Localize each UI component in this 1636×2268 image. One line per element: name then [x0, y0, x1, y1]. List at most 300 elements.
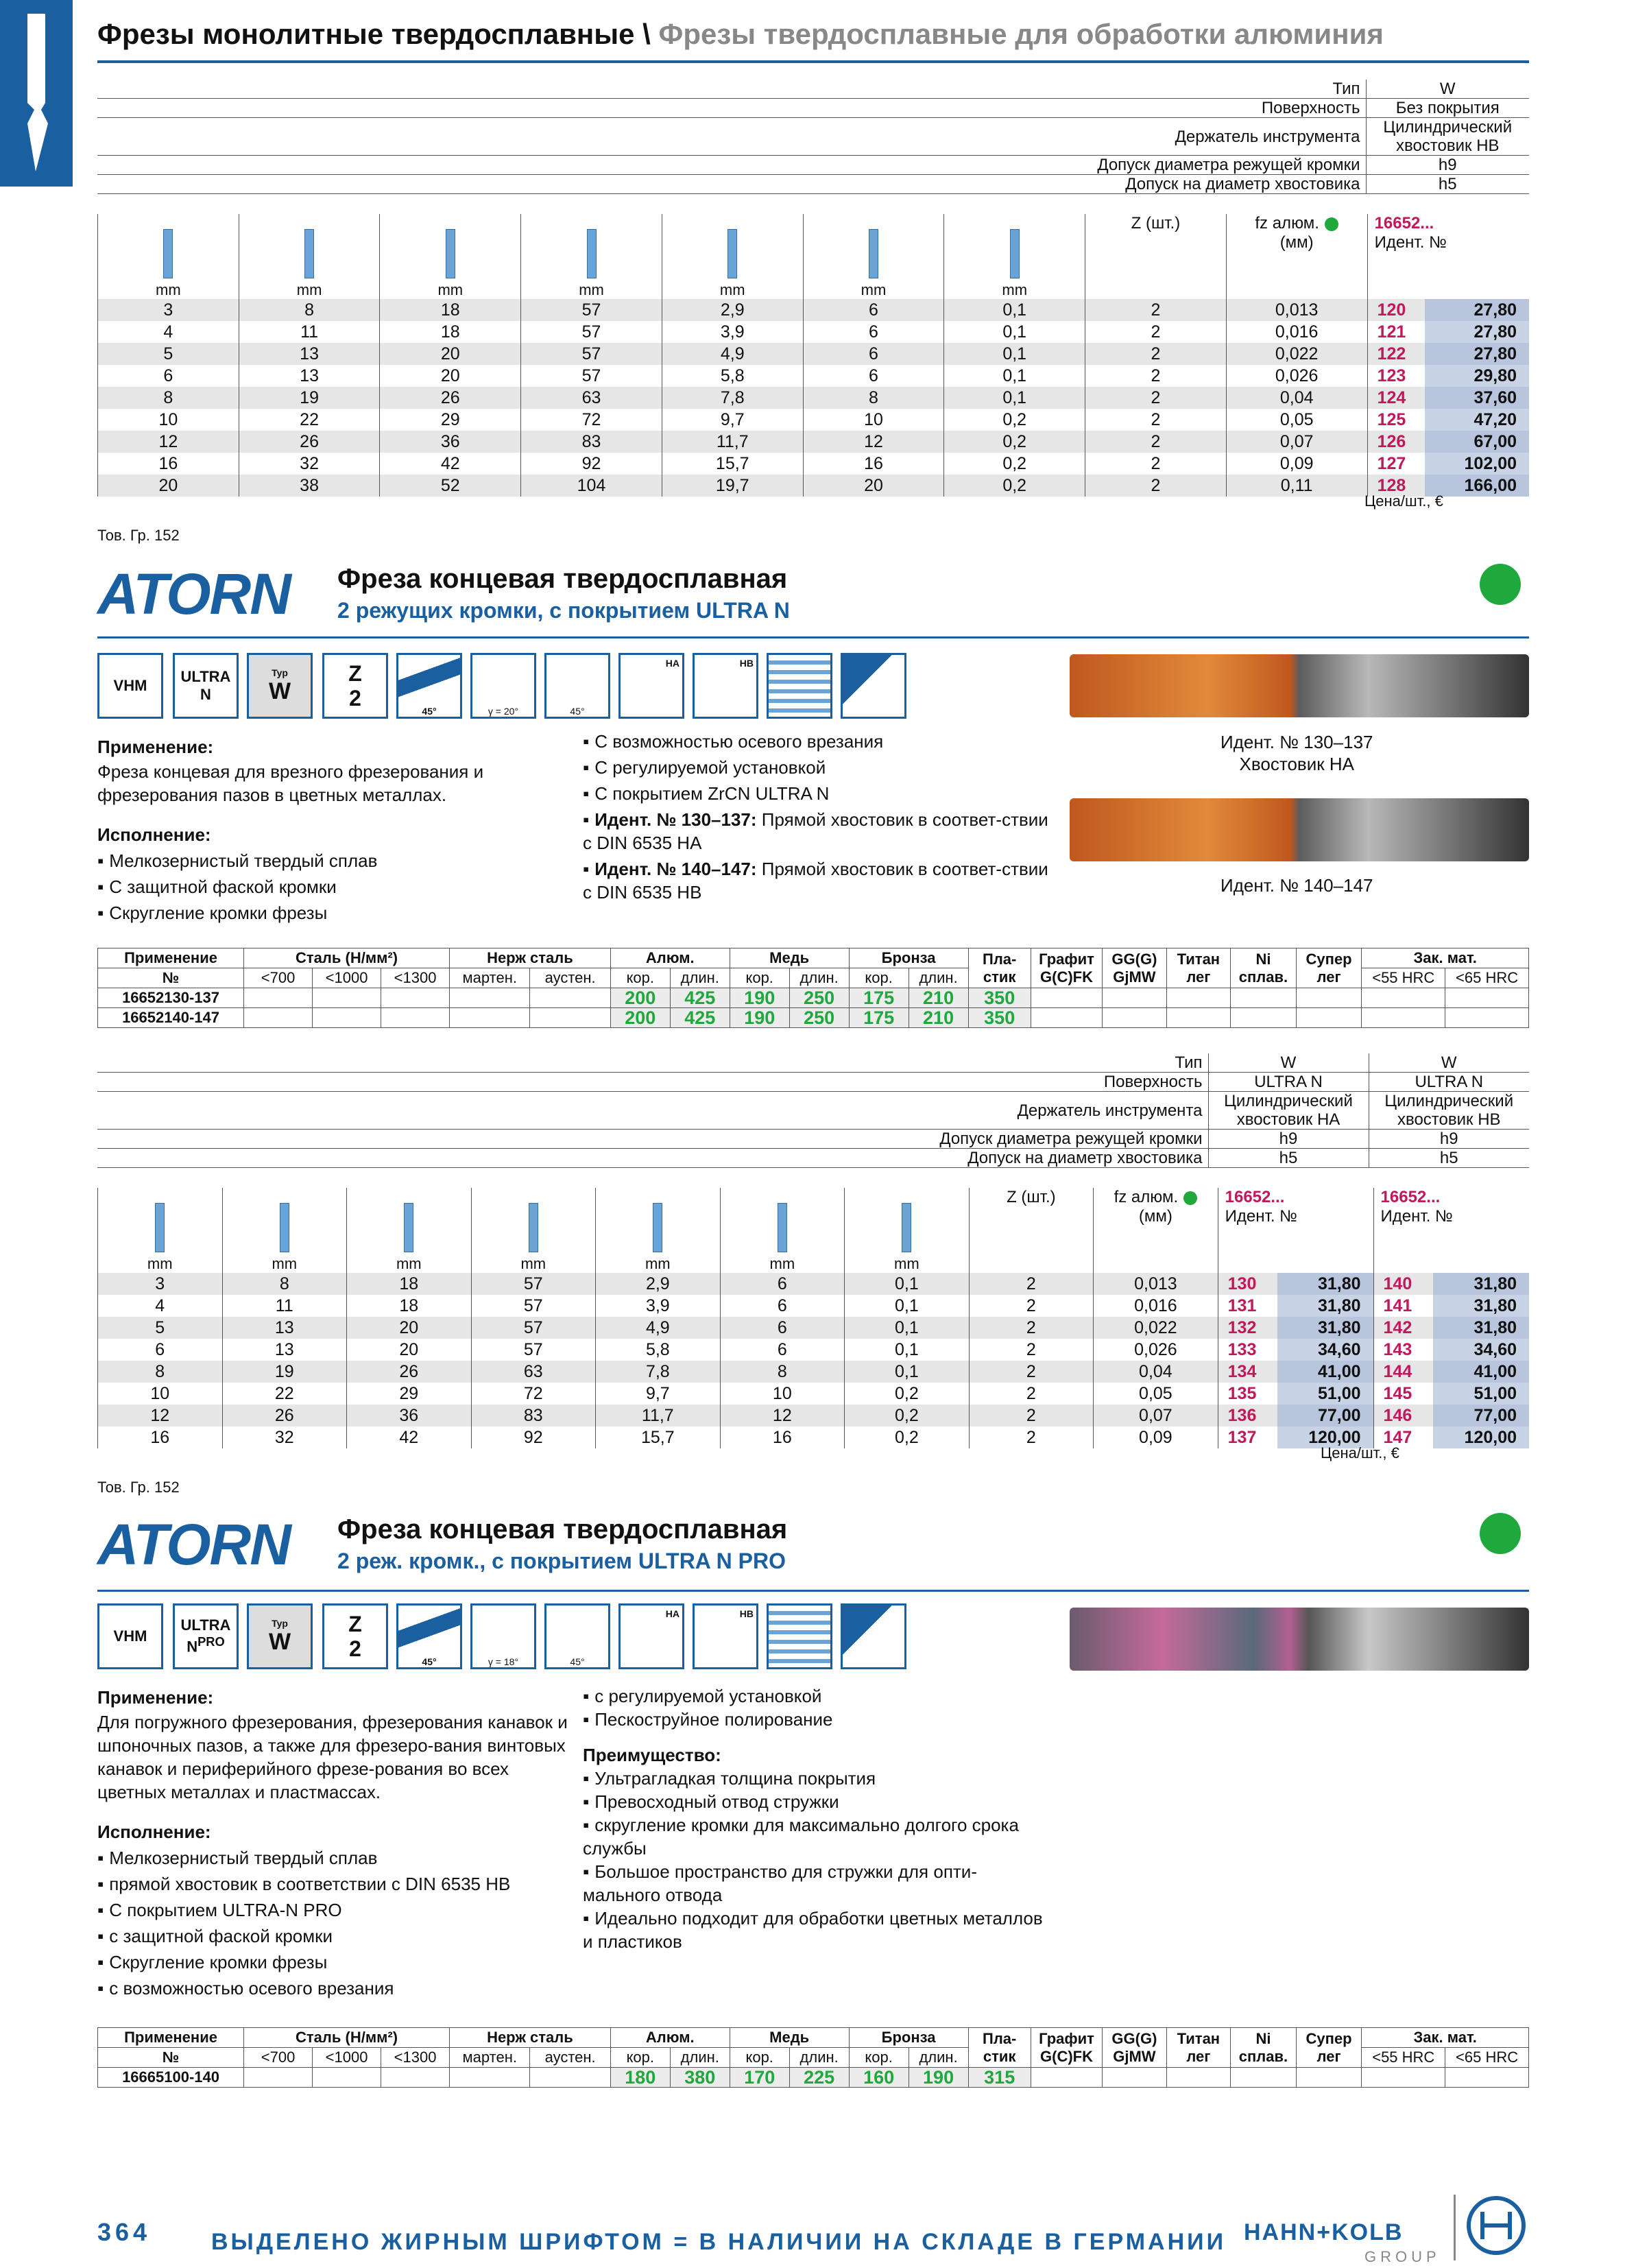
table-cell: 7,8 — [596, 1361, 721, 1383]
app-header-text: Бронза — [881, 949, 936, 966]
spec-value: Цилиндрический хвостовик HB — [1366, 118, 1529, 156]
coating-icon — [173, 653, 239, 719]
icon-header-row — [98, 1188, 1530, 1273]
logo-divider — [1454, 2195, 1526, 2260]
app-cell — [1296, 988, 1362, 1008]
table-cell: 11 — [239, 321, 380, 343]
table-cell: 20 — [803, 475, 944, 497]
table-cell: 57 — [521, 299, 662, 321]
spec-label: Тип — [97, 80, 1366, 99]
chamfer-label: 45° — [570, 706, 585, 717]
list-item: ▪ Большое пространство для стружки для опти-мального отвода — [583, 1860, 1049, 1907]
app-cell — [1103, 2068, 1166, 2088]
table-cell: 57 — [471, 1273, 596, 1295]
app-cell — [381, 988, 450, 1008]
typ-small: Typ — [272, 667, 288, 678]
clamping-icon — [841, 1603, 906, 1669]
app-header-text: Супер — [1306, 2029, 1352, 2047]
vhm-label: VHM — [113, 677, 147, 694]
app-header — [1031, 948, 1102, 988]
table-cell: 2 — [1085, 387, 1227, 409]
app-cell — [1445, 988, 1529, 1008]
app-value: 425 — [670, 1008, 730, 1028]
type-label — [269, 667, 291, 705]
dimension-icon — [653, 1203, 662, 1252]
app-value: 180 — [610, 2068, 670, 2088]
table-cell: 26 — [380, 387, 521, 409]
table-row — [98, 1405, 1530, 1427]
table-cell: 0,1 — [845, 1361, 970, 1383]
app-header-text-2: сплав. — [1238, 968, 1288, 986]
app-header-text: GG(G) — [1111, 2029, 1157, 2047]
table-cell: 0,2 — [944, 453, 1085, 475]
coating-text: ULTRA N — [180, 668, 231, 703]
table-cell: 124 — [1367, 387, 1425, 409]
table-cell: 2 — [969, 1405, 1094, 1427]
application-table-1 — [97, 948, 1529, 1028]
table-cell: 13 — [222, 1317, 347, 1339]
unit-label: mm — [147, 1255, 173, 1272]
table-cell: 19 — [222, 1361, 347, 1383]
table-cell: 19 — [239, 387, 380, 409]
table-cell: 12 — [98, 431, 239, 453]
table-cell: 122 — [1367, 343, 1425, 365]
app-cell — [244, 2068, 313, 2088]
spec-label: Тип — [97, 1053, 1208, 1073]
table-cell: 34,60 — [1277, 1339, 1373, 1361]
app-header — [1166, 2028, 1230, 2068]
dimension-header — [98, 1188, 223, 1273]
app-value: 210 — [909, 988, 968, 1008]
table-cell: 5,8 — [662, 365, 803, 387]
table-cell: 0,1 — [944, 299, 1085, 321]
app-header-text-2: лег — [1316, 968, 1341, 986]
product-group-1: Тов. Гр. 152 — [97, 527, 180, 544]
app-header-text: Зак. мат. — [1413, 2029, 1477, 2046]
table-cell: 0,1 — [944, 343, 1085, 365]
table-cell: 120,00 — [1277, 1427, 1373, 1448]
table-cell: 10 — [720, 1383, 845, 1405]
app-cell — [1362, 2068, 1445, 2088]
spec-value: h5 — [1366, 175, 1529, 194]
unit-label: mm — [396, 1255, 422, 1272]
feature-item — [583, 756, 1049, 779]
dimension-header — [662, 214, 803, 299]
table-cell: 9,7 — [596, 1383, 721, 1405]
table-cell: 141 — [1373, 1295, 1433, 1317]
table-row — [98, 453, 1530, 475]
app-header — [849, 948, 968, 968]
z-label: Z (шт.) — [1007, 1188, 1056, 1206]
table-cell: 0,2 — [845, 1427, 970, 1448]
app-header-text-2: GjMW — [1113, 2047, 1156, 2065]
table-cell: 63 — [471, 1361, 596, 1383]
z-header — [1085, 214, 1227, 299]
table-cell: 27,80 — [1425, 321, 1529, 343]
app-subheader: длин. — [670, 2048, 730, 2068]
table-cell: 146 — [1373, 1405, 1433, 1427]
spec-row — [97, 175, 1529, 194]
app-subheader: кор. — [610, 968, 670, 988]
id-header — [1367, 214, 1529, 299]
table-cell: 2 — [969, 1361, 1094, 1383]
spec-row — [97, 1130, 1529, 1149]
app-row — [98, 1008, 1529, 1028]
table-cell: 6 — [720, 1317, 845, 1339]
table-cell: 0,2 — [944, 409, 1085, 431]
app-cell — [1296, 2068, 1362, 2088]
table-cell: 120 — [1367, 299, 1425, 321]
table-cell: 0,1 — [944, 387, 1085, 409]
table-cell: 131 — [1218, 1295, 1277, 1317]
app-cell — [1362, 988, 1445, 1008]
app-value: 175 — [849, 1008, 909, 1028]
table-cell: 6 — [720, 1295, 845, 1317]
table-row — [98, 321, 1530, 343]
app-header-text: Медь — [769, 949, 810, 966]
app-value: 350 — [968, 1008, 1031, 1028]
app-cell — [1231, 2068, 1297, 2088]
app-header-text: Ni — [1255, 950, 1271, 968]
table-cell: 8 — [239, 299, 380, 321]
table-row — [98, 343, 1530, 365]
app-header — [1296, 948, 1362, 988]
dimension-icon — [727, 229, 737, 278]
table-cell: 16 — [803, 453, 944, 475]
table-row — [98, 431, 1530, 453]
hk-emblem-icon — [1465, 2195, 1527, 2256]
table-cell: 36 — [347, 1405, 472, 1427]
table-cell: 32 — [222, 1427, 347, 1448]
app-subheader: аустен. — [530, 2048, 610, 2068]
table-cell: 2 — [969, 1317, 1094, 1339]
table-cell: 2 — [1085, 299, 1227, 321]
table-cell: 0,1 — [944, 365, 1085, 387]
vhm-icon — [97, 653, 163, 719]
vhm-icon — [97, 1603, 163, 1669]
vhm-label: VHM — [113, 1627, 147, 1645]
dimension-icon — [304, 229, 314, 278]
id-prefix: 16652... — [1225, 1188, 1285, 1206]
table-cell: 0,05 — [1226, 409, 1367, 431]
helix-label: 45° — [422, 1656, 437, 1667]
list-item: ▪ Мелкозернистый твердый сплав — [97, 848, 536, 874]
app-cell — [244, 1008, 313, 1028]
list-item: ▪ Скругление кромки фрезы — [97, 900, 536, 926]
table-cell: 13 — [222, 1339, 347, 1361]
table-cell: 144 — [1373, 1361, 1433, 1383]
unit-label: mm — [861, 281, 887, 298]
spec-label: Поверхность — [97, 1073, 1208, 1092]
id-label: Идент. № — [1374, 233, 1447, 252]
app-subheader: <700 — [244, 2048, 313, 2068]
table-cell: 2 — [1085, 343, 1227, 365]
table-cell: 2,9 — [662, 299, 803, 321]
app-cell — [1445, 2068, 1529, 2088]
app-value: 350 — [968, 988, 1031, 1008]
tool-image-ha — [1070, 654, 1529, 717]
table-cell: 16 — [98, 453, 239, 475]
table-cell: 0,013 — [1094, 1273, 1218, 1295]
table-cell: 29 — [347, 1383, 472, 1405]
app-header — [968, 948, 1031, 988]
table-cell: 26 — [222, 1405, 347, 1427]
table-cell: 31,80 — [1433, 1295, 1529, 1317]
table-cell: 104 — [521, 475, 662, 497]
pro-text: PRO — [197, 1634, 225, 1649]
feature-list-1 — [583, 730, 1049, 907]
table-cell: 0,022 — [1226, 343, 1367, 365]
table-cell: 16 — [98, 1427, 223, 1448]
table-cell: 0,04 — [1094, 1361, 1218, 1383]
app-cell — [450, 2068, 530, 2088]
table-cell: 166,00 — [1425, 475, 1529, 497]
table-cell: 0,1 — [845, 1273, 970, 1295]
table-cell: 67,00 — [1425, 431, 1529, 453]
app-value: 190 — [730, 988, 789, 1008]
app-row-id: 16665100-140 — [98, 2068, 244, 2088]
app-subheader: <55 HRC — [1362, 2048, 1445, 2068]
chamfer-icon — [544, 1603, 610, 1669]
list-item: ▪ прямой хвостовик в соответствии с DIN 6535 HB — [97, 1871, 577, 1897]
fz-label — [1094, 1188, 1218, 1207]
table-cell: 22 — [239, 409, 380, 431]
table-row — [98, 409, 1530, 431]
company-group: GROUP — [1364, 2248, 1441, 2265]
spec-label: Поверхность — [97, 99, 1366, 118]
table-cell: 12 — [720, 1405, 845, 1427]
spec-table-1 — [97, 80, 1529, 194]
table-cell: 27,80 — [1425, 299, 1529, 321]
table-cell: 3 — [98, 299, 239, 321]
app-row — [98, 988, 1529, 1008]
table-cell: 0,026 — [1094, 1339, 1218, 1361]
table-cell: 0,016 — [1226, 321, 1367, 343]
coating-label — [175, 1616, 237, 1656]
z-letter: Z — [348, 1612, 362, 1636]
app-row-id: 16652130-137 — [98, 988, 244, 1008]
table-cell: 26 — [239, 431, 380, 453]
app-header-row — [98, 948, 1529, 968]
app-cell — [1166, 1008, 1230, 1028]
table-cell: 18 — [347, 1295, 472, 1317]
app-cell — [1031, 988, 1102, 1008]
app-header-text: Медь — [769, 2029, 810, 2046]
table-row — [98, 1427, 1530, 1448]
table-cell: 19,7 — [662, 475, 803, 497]
app-cell — [530, 1008, 610, 1028]
coating-icon — [173, 1603, 239, 1669]
table-cell: 31,80 — [1433, 1273, 1529, 1295]
app-header-text: Бронза — [881, 2029, 936, 2046]
list-item: ▪ с защитной фаской кромки — [97, 1923, 577, 1949]
dimension-header — [845, 1188, 970, 1273]
product-title-1: Фреза концевая твердосплавная — [337, 564, 788, 594]
spec-label: Допуск диаметра режущей кромки — [97, 156, 1366, 175]
table-cell: 147 — [1373, 1427, 1433, 1448]
table-cell: 4 — [98, 1295, 223, 1317]
spec-value: Без покрытия — [1366, 99, 1529, 118]
helix-icon — [396, 1603, 462, 1669]
table-cell: 102,00 — [1425, 453, 1529, 475]
app-header — [1362, 948, 1529, 968]
table-cell: 16 — [720, 1427, 845, 1448]
table-cell: 31,80 — [1433, 1317, 1529, 1339]
application-block-2: Применение: Для погружного фрезерования, фрезерования канавок и шпоночных пазов, а также для фрезеро-вания винтовых канавок и периферийного фрезе-рования во всех цветных металлах и пластмассах. Исполнение: ▪ Мелкозернистый твердый сплав ▪ прямой хвостовик в соответствии с DIN 6535 HB ▪ С покрытием ULTRA-N PRO ▪ с защитной фаской кромки ▪ Скругление кромки фрезы ▪ с возможностью осевого врезания — [97, 1684, 577, 2001]
table-cell: 0,2 — [944, 431, 1085, 453]
spec-value: W — [1366, 80, 1529, 99]
table-cell: 143 — [1373, 1339, 1433, 1361]
rule — [97, 636, 1529, 638]
spec-label: Допуск на диаметр хвостовика — [97, 175, 1366, 194]
hb-label: HB — [739, 1608, 754, 1619]
app-header-text: Сталь (Н/мм²) — [296, 2029, 398, 2046]
app-header — [244, 2028, 450, 2048]
table-cell: 83 — [471, 1405, 596, 1427]
table-cell: 3 — [98, 1273, 223, 1295]
id-prefix: 16652... — [1374, 214, 1434, 232]
table-cell: 4 — [98, 321, 239, 343]
app-header-text: GG(G) — [1111, 950, 1157, 968]
app-header-text-2: стик — [983, 968, 1016, 986]
product-subtitle-1: 2 режущих кромки, с покрытием ULTRA N — [337, 598, 790, 623]
app-cell — [381, 2068, 450, 2088]
typ-small: Typ — [272, 1617, 288, 1629]
table-cell: 32 — [239, 453, 380, 475]
table-cell: 10 — [98, 409, 239, 431]
feature-item — [583, 857, 1049, 904]
unit-label: mm — [1002, 281, 1028, 298]
app-header-text: Пла- — [983, 2029, 1017, 2047]
id-label: Идент. № — [1225, 1207, 1297, 1226]
table-cell: 38 — [239, 475, 380, 497]
spec-value: Цилиндрический хвостовик HA — [1208, 1092, 1369, 1130]
table-cell: 36 — [380, 431, 521, 453]
app-value: 315 — [968, 2068, 1031, 2088]
app-row — [98, 2068, 1529, 2088]
type-icon — [247, 1603, 313, 1669]
feature-bold: Идент. № 140–147: — [594, 859, 757, 879]
app-header — [1362, 2028, 1529, 2048]
app-header — [450, 2028, 611, 2048]
table-cell: 92 — [521, 453, 662, 475]
table-cell: 0,11 — [1226, 475, 1367, 497]
table-cell: 6 — [803, 299, 944, 321]
table-cell: 0,2 — [845, 1383, 970, 1405]
table-cell: 51,00 — [1433, 1383, 1529, 1405]
app-header-text: Ni — [1255, 2029, 1271, 2047]
table-row — [98, 1295, 1530, 1317]
table-cell: 8 — [222, 1273, 347, 1295]
app-subheader: длин. — [789, 2048, 849, 2068]
z-icon — [322, 1603, 388, 1669]
app-value: 190 — [730, 1008, 789, 1028]
table-row — [98, 475, 1530, 497]
length-icon — [767, 1603, 832, 1669]
table-cell: 11 — [222, 1295, 347, 1317]
app-subheader: длин. — [789, 968, 849, 988]
image-caption-2: Идент. № 140–147 — [1220, 875, 1373, 896]
spec-row — [97, 99, 1529, 118]
table-cell: 34,60 — [1433, 1339, 1529, 1361]
table-row — [98, 1273, 1530, 1295]
spec-value: h9 — [1366, 156, 1529, 175]
app-value: 160 — [849, 2068, 909, 2088]
table-row — [98, 1361, 1530, 1383]
app-subheader: <1000 — [313, 2048, 381, 2068]
table-cell: 31,80 — [1277, 1295, 1373, 1317]
list-item: ▪ Превосходный отвод стружки — [583, 1790, 1049, 1813]
list-item: ▪ Идеально подходит для обработки цветных металлов и пластиков — [583, 1907, 1049, 1953]
z-label — [348, 661, 362, 711]
unit-label: mm — [272, 1255, 298, 1272]
app-cell — [1445, 1008, 1529, 1028]
table-cell: 57 — [521, 343, 662, 365]
table-cell: 63 — [521, 387, 662, 409]
unit-label: mm — [719, 281, 745, 298]
app-header-text-2: G(C)FK — [1040, 968, 1093, 986]
list-item: ▪ Мелкозернистый твердый сплав — [97, 1845, 577, 1871]
type-label — [269, 1618, 291, 1656]
app-header — [1103, 948, 1166, 988]
table-cell: 0,07 — [1094, 1405, 1218, 1427]
table-cell: 6 — [803, 343, 944, 365]
helix-icon — [396, 653, 462, 719]
spec-value: h5 — [1208, 1149, 1369, 1168]
drill-icon — [0, 0, 73, 187]
app-cell — [381, 1008, 450, 1028]
dimension-header — [596, 1188, 721, 1273]
app-subheader: № — [98, 968, 244, 988]
table-cell: 13 — [239, 365, 380, 387]
table-cell: 5 — [98, 1317, 223, 1339]
feature-item — [583, 782, 1049, 805]
z-icon — [322, 653, 388, 719]
table-cell: 22 — [222, 1383, 347, 1405]
app-header — [1166, 948, 1230, 988]
table-cell: 4,9 — [662, 343, 803, 365]
app-cell — [1362, 1008, 1445, 1028]
dimension-icon — [869, 229, 878, 278]
z-header — [969, 1188, 1094, 1273]
table-cell: 20 — [347, 1339, 472, 1361]
table-cell: 57 — [521, 321, 662, 343]
footer-note: ВЫДЕЛЕНО ЖИРНЫМ ШРИФТОМ = В НАЛИЧИИ НА СКЛАДЕ В ГЕРМАНИИ — [211, 2229, 1227, 2255]
fz-header — [1226, 214, 1367, 299]
table-cell: 2 — [1085, 475, 1227, 497]
app-cell — [1103, 1008, 1166, 1028]
app-cell — [1166, 2068, 1230, 2088]
table-cell: 0,09 — [1094, 1427, 1218, 1448]
dimension-icon — [587, 229, 597, 278]
company-logo: HAHN+KOLB — [1244, 2219, 1404, 2245]
page-title: Фрезы монолитные твердосплавные \ Фрезы твердосплавные для обработки алюминия — [97, 18, 1384, 50]
app-cell — [530, 2068, 610, 2088]
table-cell: 27,80 — [1425, 343, 1529, 365]
table-cell: 72 — [521, 409, 662, 431]
app-header — [1231, 948, 1297, 988]
table-cell: 121 — [1367, 321, 1425, 343]
table-cell: 145 — [1373, 1383, 1433, 1405]
brand-logo-2: ATORN — [97, 1512, 290, 1577]
dimension-header — [380, 214, 521, 299]
spec-row — [97, 1092, 1529, 1130]
table-cell: 140 — [1373, 1273, 1433, 1295]
table-cell: 12 — [803, 431, 944, 453]
app-cell — [1296, 1008, 1362, 1028]
list-item: ▪ Пескоструйное полирование — [583, 1708, 1049, 1731]
app-header — [98, 2028, 244, 2048]
